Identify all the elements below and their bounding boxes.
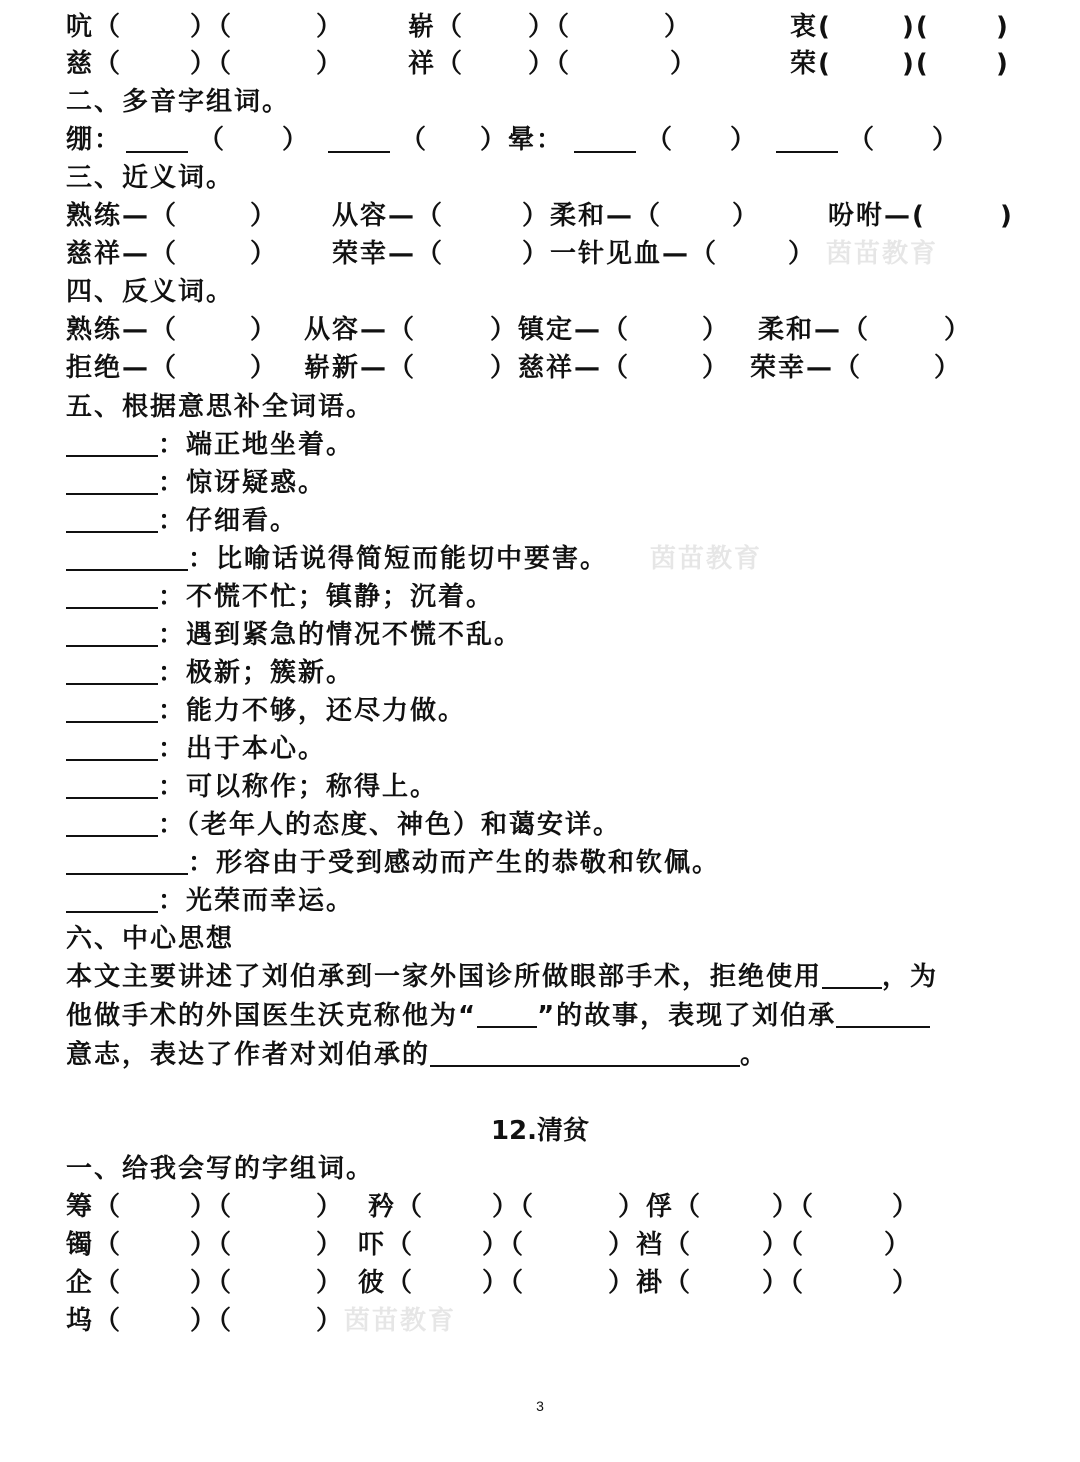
char-item: 筹（ <box>66 1192 123 1222</box>
summary-text: 。 <box>740 1040 769 1070</box>
char-item: ）（ <box>762 1230 806 1260</box>
definition-row <box>66 654 354 692</box>
char-item: 镯（ <box>66 1230 123 1260</box>
char-item: 吭（ <box>66 12 123 42</box>
synonym-item: ）一针见血—（ <box>522 239 719 269</box>
antonym-item: 熟练—（ <box>66 315 179 345</box>
definition-row <box>66 882 354 920</box>
char-item: ） <box>316 1268 345 1298</box>
summary-line <box>66 1036 768 1074</box>
summary-text: 本文主要讲述了刘伯承到一家外国诊所做眼部手术，拒绝使用 <box>66 962 823 992</box>
answer-blank[interactable] <box>66 455 158 457</box>
char-item: 吓（ <box>358 1230 415 1260</box>
char-item: 慈（ <box>66 49 123 79</box>
antonym-item: 拒绝—（ <box>66 353 179 383</box>
definition-text: ：形容由于受到感动而产生的恭敬和钦佩。 <box>188 848 721 878</box>
answer-blank[interactable] <box>66 493 158 495</box>
answer-blank[interactable] <box>822 987 882 989</box>
synonym-item: 熟练—（ <box>66 201 179 231</box>
bracket: （ <box>400 125 429 155</box>
bracket: （ <box>198 125 227 155</box>
char-item: ）（ <box>190 12 234 42</box>
antonym-item: ） <box>934 353 963 383</box>
synonym-item: ）柔和—（ <box>522 201 663 231</box>
answer-blank[interactable] <box>66 873 188 875</box>
definition-text: ：不慌不忙；镇静；沉着。 <box>158 582 495 612</box>
char-item: ）俘（ <box>618 1192 703 1222</box>
bracket: （ <box>646 125 675 155</box>
char-item: ） <box>316 1306 345 1336</box>
char-item: ）（ <box>482 1268 526 1298</box>
definition-row <box>66 768 438 806</box>
answer-blank[interactable] <box>66 911 158 913</box>
answer-blank[interactable] <box>776 151 838 153</box>
answer-blank[interactable] <box>126 151 188 153</box>
char-item: ） <box>664 12 693 42</box>
antonym-item: ）慈祥—（ <box>490 353 631 383</box>
answer-blank[interactable] <box>477 1026 537 1028</box>
char-item: ）（ <box>492 1192 536 1222</box>
definition-row <box>66 464 326 502</box>
answer-blank[interactable] <box>66 645 158 647</box>
section-heading: 三、近义词。 <box>66 163 235 193</box>
antonym-item: 崭新—（ <box>304 353 417 383</box>
watermark: 茵苗教育 <box>826 239 939 269</box>
definition-text: ：极新；簇新。 <box>158 658 355 688</box>
antonym-item: 柔和—（ <box>758 315 871 345</box>
watermark: 茵苗教育 <box>650 544 763 574</box>
char-item: ）（ <box>190 1230 234 1260</box>
summary-line <box>66 997 930 1035</box>
antonym-item: ）镇定—（ <box>490 315 631 345</box>
char-item: 坞（ <box>66 1306 123 1336</box>
answer-blank[interactable] <box>66 835 158 837</box>
definition-row <box>66 540 608 578</box>
char-item: ） <box>670 49 699 79</box>
watermark: 茵苗教育 <box>344 1306 457 1336</box>
char-item: 祥（ <box>408 49 465 79</box>
char-item: ）（ <box>528 12 572 42</box>
antonym-item: ） <box>944 315 973 345</box>
definition-text: ：端正地坐着。 <box>158 430 355 460</box>
page-number: 3 <box>536 1398 544 1414</box>
char-item: ）（ <box>772 1192 816 1222</box>
section-heading: 四、反义词。 <box>66 277 235 307</box>
char-item: 矜（ <box>368 1192 425 1222</box>
answer-blank[interactable] <box>66 607 158 609</box>
definition-row <box>66 502 298 540</box>
char-item: ） <box>316 49 345 79</box>
char-item: ） <box>316 12 345 42</box>
summary-text: ”的故事，表现了刘伯承 <box>537 1001 837 1031</box>
summary-text: ，为 <box>882 962 939 992</box>
answer-blank[interactable] <box>66 797 158 799</box>
definition-text: ：（老年人的态度、神色）和蔼安详。 <box>158 810 622 840</box>
antonym-item: ） <box>702 315 731 345</box>
answer-blank[interactable] <box>66 759 158 761</box>
definition-text: ：仔细看。 <box>158 506 299 536</box>
char-item: ）（ <box>190 1192 234 1222</box>
char-item: 荣( <box>790 49 832 79</box>
answer-blank[interactable] <box>574 151 636 153</box>
definition-text: ：光荣而幸运。 <box>158 886 355 916</box>
antonym-item: ） <box>250 315 279 345</box>
bracket: ） <box>282 125 311 155</box>
synonym-item: 从容—（ <box>332 201 445 231</box>
definition-row <box>66 730 326 768</box>
synonym-item: 荣幸—（ <box>332 239 445 269</box>
definition-text: ：可以称作；称得上。 <box>158 772 439 802</box>
summary-line <box>66 958 938 996</box>
char-item: ）（ <box>190 1268 234 1298</box>
char-item: ）（ <box>762 1268 806 1298</box>
answer-blank[interactable] <box>66 531 158 533</box>
definition-text: ：出于本心。 <box>158 734 327 764</box>
antonym-item: 从容—（ <box>304 315 417 345</box>
antonym-item: ） <box>250 353 279 383</box>
char-item: ) <box>996 49 1010 79</box>
char-item: ） <box>892 1268 921 1298</box>
bracket: （ <box>848 125 877 155</box>
summary-text: 他做手术的外国医生沃克称他为“ <box>66 1001 478 1031</box>
definition-text: ：遇到紧急的情况不慌不乱。 <box>158 620 523 650</box>
answer-blank[interactable] <box>328 151 390 153</box>
char-item: ）（ <box>190 1306 234 1336</box>
char-item: 崭（ <box>408 12 465 42</box>
definition-row <box>66 844 720 882</box>
section-heading: 二、多音字组词。 <box>66 87 291 117</box>
char-item: ）（ <box>482 1230 526 1260</box>
char-item: 彼（ <box>358 1268 415 1298</box>
synonym-item: ) <box>1000 201 1014 231</box>
char-item: ） <box>884 1230 913 1260</box>
section-heading: 六、中心思想 <box>66 924 235 954</box>
char-item: ）（ <box>190 49 234 79</box>
char-item: ）裆（ <box>608 1230 693 1260</box>
definition-row <box>66 426 354 464</box>
synonym-item: ） <box>732 201 761 231</box>
char-item: ）（ <box>528 49 572 79</box>
answer-blank[interactable] <box>66 721 158 723</box>
definition-row <box>66 692 466 730</box>
answer-blank[interactable] <box>836 1026 930 1028</box>
definition-row <box>66 616 522 654</box>
char-item: ） <box>316 1192 345 1222</box>
definition-text: ：惊讶疑惑。 <box>158 468 327 498</box>
antonym-item: ） <box>702 353 731 383</box>
polyphone-char: 绷： <box>66 125 123 155</box>
definition-text: ：比喻话说得简短而能切中要害。 <box>188 544 609 574</box>
definition-text: ：能力不够，还尽力做。 <box>158 696 467 726</box>
lesson-title: 12.清贫 <box>490 1116 590 1146</box>
char-item: ）褂（ <box>608 1268 693 1298</box>
answer-blank[interactable] <box>66 683 158 685</box>
char-item: )( <box>902 49 930 79</box>
synonym-item: 慈祥—（ <box>66 239 179 269</box>
section-heading: 五、根据意思补全词语。 <box>66 392 375 422</box>
char-item: 衷( <box>790 12 832 42</box>
synonym-item: ） <box>250 239 279 269</box>
char-item: ） <box>316 1230 345 1260</box>
section-heading: 一、给我会写的字组词。 <box>66 1154 375 1184</box>
definition-row <box>66 806 621 844</box>
bracket: ） <box>730 125 759 155</box>
synonym-item: ） <box>250 201 279 231</box>
synonym-item: 吩咐—( <box>828 201 926 231</box>
char-item: )( <box>902 12 930 42</box>
antonym-item: 荣幸—（ <box>750 353 863 383</box>
char-item: 企（ <box>66 1268 123 1298</box>
char-item: ） <box>892 1192 921 1222</box>
answer-blank[interactable] <box>430 1065 740 1067</box>
answer-blank[interactable] <box>66 569 188 571</box>
synonym-item: ） <box>788 239 817 269</box>
polyphone-char: ）晕： <box>480 125 565 155</box>
summary-text: 意志，表达了作者对刘伯承的 <box>66 1040 431 1070</box>
char-item: ) <box>996 12 1010 42</box>
definition-row <box>66 578 494 616</box>
bracket: ） <box>932 125 961 155</box>
